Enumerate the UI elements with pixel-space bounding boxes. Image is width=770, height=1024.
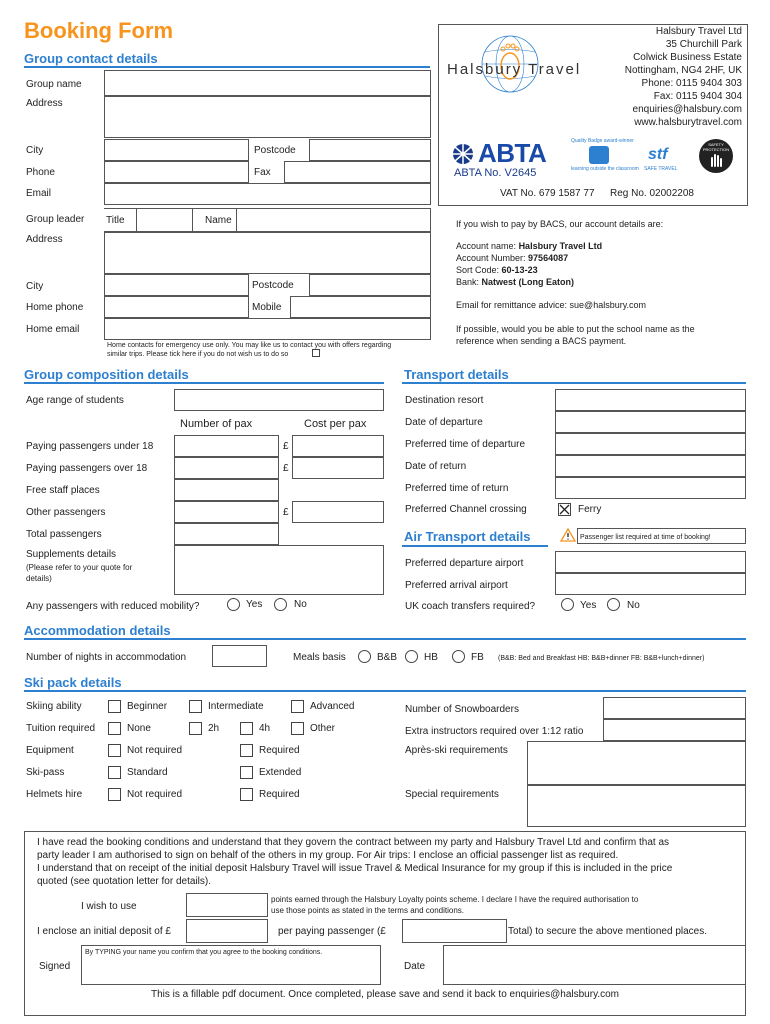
helmets-not-required-checkbox[interactable] [108, 788, 121, 801]
bacs-school1: If possible, would you be able to put the school name as the [456, 324, 695, 334]
home-email-input[interactable] [104, 318, 431, 340]
bacs-acc-name-label: Account name: [456, 241, 517, 251]
postcode-input[interactable] [309, 139, 431, 161]
company-addr1: 35 Churchill Park [665, 39, 742, 50]
emergency-note2: similar trips. Please tick here if you do not wish us to do so [107, 351, 289, 358]
wish-to-use-label: I wish to use [81, 901, 137, 912]
total-passengers-input[interactable] [174, 523, 279, 545]
supplements-label: Supplements details [26, 549, 117, 560]
bacs-sort-value: 60-13-23 [501, 265, 538, 275]
contact-rule [24, 66, 430, 68]
equipment-not-required-label: Not required [127, 745, 183, 756]
pound-sign-2: £ [283, 463, 289, 474]
address-label: Address [26, 98, 63, 109]
city2-label: City [26, 281, 44, 292]
meals-hb-label: HB [424, 652, 438, 663]
air-note-box [577, 528, 746, 544]
bacs-sort [456, 265, 538, 276]
meals-hb-radio[interactable] [405, 650, 418, 663]
signature-note: By TYPING your name you confirm that you agree to the booking conditions. [85, 949, 323, 956]
total-passengers-label: Total passengers [26, 529, 102, 540]
postcode-label: Postcode [254, 145, 296, 156]
accommodation-heading: Accommodation details [24, 623, 171, 638]
abta-wordmark: ABTA [478, 138, 547, 168]
title-input[interactable] [136, 208, 193, 232]
coach-yes-radio[interactable] [561, 598, 574, 611]
fax-input[interactable] [284, 161, 431, 183]
title-label: Title [106, 215, 125, 226]
other-num-input[interactable] [174, 501, 279, 523]
mobile-label: Mobile [252, 302, 282, 313]
company-addr3: Nottingham, NG4 2HF, UK [624, 65, 742, 76]
declaration-p2: party leader I am authorised to sign on behalf of the others in my group. For Air trips: I enclose an official passenger list as required. [37, 850, 619, 861]
advanced-label: Advanced [310, 701, 355, 712]
date-label: Date [404, 961, 426, 972]
helmets-required-label: Required [259, 789, 300, 800]
tuition-4h-label: 4h [259, 723, 271, 734]
ferry-label: Ferry [578, 504, 602, 515]
pound-sign-3: £ [283, 507, 289, 518]
equipment-label: Equipment [26, 745, 74, 756]
paying-o18-label: Paying passengers over 18 [26, 463, 148, 474]
fax-label: Fax [254, 167, 271, 178]
hand-icon [708, 152, 724, 168]
return-time-input[interactable] [555, 477, 746, 499]
company-fax: Fax: 0115 9404 304 [653, 91, 742, 102]
tuition-none-label: None [127, 723, 151, 734]
reg-number: Reg No. 02002208 [610, 188, 694, 199]
age-range-input[interactable] [174, 389, 384, 411]
supplements-note2: details) [26, 574, 52, 583]
no-contact-checkbox[interactable] [312, 349, 320, 357]
paying-o18-cost-input[interactable] [292, 457, 384, 479]
equipment-not-required-checkbox[interactable] [108, 744, 121, 757]
meals-fb-radio[interactable] [452, 650, 465, 663]
quality-badge-text: Quality Badge award-winner [571, 138, 634, 144]
date-input[interactable] [443, 945, 746, 985]
home-phone-input[interactable] [104, 296, 249, 318]
halsbury-logo [447, 33, 612, 95]
equipment-required-checkbox[interactable] [240, 744, 253, 757]
ski-heading: Ski pack details [24, 675, 122, 690]
air-transport-rule [402, 545, 548, 547]
company-phone: Phone: 0115 9404 303 [641, 78, 742, 89]
postcode2-input[interactable] [309, 274, 431, 296]
ferry-checkbox[interactable] [558, 503, 571, 516]
phone-input[interactable] [104, 161, 249, 183]
skipass-standard-label: Standard [127, 767, 168, 778]
extra-instructors-input[interactable] [603, 719, 746, 741]
company-name: Halsbury Travel Ltd [655, 26, 742, 37]
tuition-other-label: Other [310, 723, 336, 734]
quality-badge-logo [571, 138, 639, 178]
stf-subtext: SAFE TRAVEL [644, 166, 678, 172]
reduced-mobility-no-radio[interactable] [274, 598, 287, 611]
safety-protection-text: SAFETY PROTECTION [702, 142, 730, 152]
reduced-mobility-label: Any passengers with reduced mobility? [26, 601, 200, 612]
meals-basis-label: Meals basis [293, 652, 346, 663]
free-staff-label: Free staff places [26, 485, 100, 496]
transport-heading: Transport details [404, 367, 509, 382]
phone-label: Phone [26, 167, 55, 178]
pound-sign-1: £ [283, 441, 289, 452]
ski-ability-label: Skiing ability [26, 701, 82, 712]
declaration-p1: I have read the booking conditions and understand that they govern the contract between my party and Halsbury Travel Ltd and confirm that as [37, 837, 670, 848]
nights-label: Number of nights in accommodation [26, 652, 187, 663]
composition-rule [24, 382, 384, 384]
accommodation-rule [24, 638, 746, 640]
channel-crossing-label: Preferred Channel crossing [405, 504, 527, 515]
coach-no-radio[interactable] [607, 598, 620, 611]
tuition-2h-label: 2h [208, 723, 220, 734]
helmets-label: Helmets hire [26, 789, 83, 800]
group-leader-label: Group leader [26, 214, 85, 225]
extra-instructors-label: Extra instructors required over 1:12 ratio [405, 726, 584, 737]
bacs-acc-no-value: 97564087 [528, 253, 569, 263]
snowboarders-label: Number of Snowboarders [405, 704, 519, 715]
helmets-not-required-label: Not required [127, 789, 183, 800]
home-email-label: Home email [26, 324, 80, 335]
destination-label: Destination resort [405, 395, 484, 406]
warning-icon [560, 528, 576, 542]
bacs-acc-name [456, 241, 602, 252]
tuition-2h-checkbox[interactable] [189, 722, 202, 735]
return-date-input[interactable] [555, 455, 746, 477]
total-secure-label: Total) to secure the above mentioned places. [508, 926, 708, 937]
bacs-bank-value: Natwest (Long Eaton) [481, 277, 575, 287]
paying-u18-label: Paying passengers under 18 [26, 441, 154, 452]
reduced-mobility-yes-label: Yes [246, 599, 263, 610]
tuition-other-checkbox[interactable] [291, 722, 304, 735]
return-time-label: Preferred time of return [405, 483, 509, 494]
leader-name-input[interactable] [236, 208, 431, 232]
equipment-required-label: Required [259, 745, 300, 756]
stf-wordmark: stf [648, 146, 668, 163]
abta-globe-icon [452, 143, 474, 165]
stf-logo [640, 140, 680, 176]
number-of-pax-header: Number of pax [180, 418, 253, 430]
safety-protection-logo [699, 139, 733, 173]
departure-date-input[interactable] [555, 411, 746, 433]
bacs-acc-name-value: Halsbury Travel Ltd [518, 241, 603, 251]
city-label: City [26, 145, 44, 156]
special-requirements-label: Special requirements [405, 789, 499, 800]
meals-bb-label: B&B [377, 652, 398, 663]
page-title: Booking Form [24, 18, 174, 43]
city2-input[interactable] [104, 274, 249, 296]
loyalty-points-input[interactable] [186, 893, 268, 917]
lotc-icon [589, 146, 609, 164]
special-requirements-input[interactable] [527, 785, 746, 827]
logo-text: Halsbury Travel [447, 61, 582, 78]
cost-per-pax-header: Cost per pax [304, 418, 367, 430]
paying-u18-num-input[interactable] [174, 435, 279, 457]
name-label: Name [205, 215, 232, 226]
signed-label: Signed [39, 961, 71, 972]
snowboarders-input[interactable] [603, 697, 746, 719]
abta-number: ABTA No. V2645 [454, 167, 537, 179]
skipass-standard-checkbox[interactable] [108, 766, 121, 779]
company-addr2: Colwick Business Estate [633, 52, 742, 63]
transport-rule [402, 382, 746, 384]
bacs-bank-label: Bank: [456, 277, 480, 287]
declaration-p3: I understand that on receipt of the initial deposit Halsbury Travel will issue Travel & Medical Insurance for my group if this is included in the price [37, 863, 673, 874]
departure-airport-label: Preferred departure airport [405, 558, 524, 569]
helmets-required-checkbox[interactable] [240, 788, 253, 801]
bacs-bank [456, 277, 574, 288]
nights-input[interactable] [212, 645, 267, 667]
meals-key: (B&B: Bed and Breakfast HB: B&B+dinner FB: B&B+lunch+dinner) [498, 655, 705, 662]
reduced-mobility-no-label: No [294, 599, 307, 610]
advanced-checkbox[interactable] [291, 700, 304, 713]
group-name-input[interactable] [104, 70, 431, 96]
tuition-none-checkbox[interactable] [108, 722, 121, 735]
address2-input[interactable] [104, 232, 431, 274]
address-input[interactable] [104, 96, 431, 138]
paying-o18-num-input[interactable] [174, 457, 279, 479]
deposit-input[interactable] [186, 919, 268, 943]
skipass-label: Ski-pass [26, 767, 65, 778]
mobile-input[interactable] [290, 296, 431, 318]
departure-time-input[interactable] [555, 433, 746, 455]
departure-time-label: Preferred time of departure [405, 439, 526, 450]
skipass-extended-label: Extended [259, 767, 302, 778]
city-input[interactable] [104, 139, 249, 161]
loyalty-points-text2: use those points as stated in the terms and conditions. [271, 906, 465, 915]
total-deposit-input[interactable] [402, 919, 507, 943]
home-phone-label: Home phone [26, 302, 84, 313]
supplements-input[interactable] [174, 545, 384, 595]
coach-transfers-label: UK coach transfers required? [405, 601, 536, 612]
other-cost-input[interactable] [292, 501, 384, 523]
beginner-checkbox[interactable] [108, 700, 121, 713]
address2-label: Address [26, 234, 63, 245]
meals-fb-label: FB [471, 652, 484, 663]
bacs-school2: reference when sending a BACS payment. [456, 336, 627, 346]
composition-heading: Group composition details [24, 367, 189, 382]
bacs-sort-label: Sort Code: [456, 265, 500, 275]
contact-heading: Group contact details [24, 51, 158, 66]
supplements-note1: (Please refer to your quote for [26, 563, 133, 572]
departure-date-label: Date of departure [405, 417, 483, 428]
air-transport-heading: Air Transport details [404, 529, 531, 544]
tuition-4h-checkbox[interactable] [240, 722, 253, 735]
apres-ski-input[interactable] [527, 741, 746, 785]
email-input[interactable] [104, 183, 431, 205]
per-paying-passenger-label: per paying passenger (£ [278, 926, 386, 937]
company-email: enquiries@halsbury.com [632, 104, 742, 115]
lotc-text: learning outside the classroom [571, 166, 639, 172]
footer-text: This is a fillable pdf document. Once completed, please save and send it back to enquiries@halsbury.com [151, 989, 619, 1000]
bacs-acc-no [456, 253, 568, 264]
bacs-intro: If you wish to pay by BACS, our account details are: [456, 219, 664, 229]
coach-no-label: No [627, 600, 640, 611]
company-web: www.halsburytravel.com [634, 117, 742, 128]
destination-input[interactable] [555, 389, 746, 411]
arrival-airport-input[interactable] [555, 573, 746, 595]
paying-u18-cost-input[interactable] [292, 435, 384, 457]
age-range-label: Age range of students [26, 395, 124, 406]
return-date-label: Date of return [405, 461, 467, 472]
ski-rule [24, 690, 746, 692]
loyalty-points-text1: points earned through the Halsbury Loyalty points scheme. I declare I have the required authorisation to [271, 895, 639, 904]
reduced-mobility-yes-radio[interactable] [227, 598, 240, 611]
beginner-label: Beginner [127, 701, 168, 712]
other-passengers-label: Other passengers [26, 507, 106, 518]
skipass-extended-checkbox[interactable] [240, 766, 253, 779]
departure-airport-input[interactable] [555, 551, 746, 573]
tuition-label: Tuition required [26, 723, 96, 734]
abta-logo [452, 139, 558, 169]
postcode2-label: Postcode [252, 280, 294, 291]
declaration-p4: quoted (see quotation letter for details). [37, 876, 211, 887]
intermediate-label: Intermediate [208, 701, 264, 712]
deposit-label: I enclose an initial deposit of £ [37, 926, 171, 937]
check-x-icon [559, 504, 570, 515]
air-note: Passenger list required at time of booking! [580, 534, 711, 541]
intermediate-checkbox[interactable] [189, 700, 202, 713]
bacs-remit: Email for remittance advice: sue@halsbury.com [456, 300, 647, 310]
coach-yes-label: Yes [580, 600, 597, 611]
group-name-label: Group name [26, 79, 82, 90]
meals-bb-radio[interactable] [358, 650, 371, 663]
vat-number: VAT No. 679 1587 77 [500, 188, 595, 199]
free-staff-input[interactable] [174, 479, 279, 501]
arrival-airport-label: Preferred arrival airport [405, 580, 508, 591]
bacs-acc-no-label: Account Number: [456, 253, 526, 263]
apres-ski-label: Après-ski requirements [405, 745, 508, 756]
email-label: Email [26, 188, 52, 199]
emergency-note: Home contacts for emergency use only. You may like us to contact you with offers regarding [107, 342, 392, 349]
